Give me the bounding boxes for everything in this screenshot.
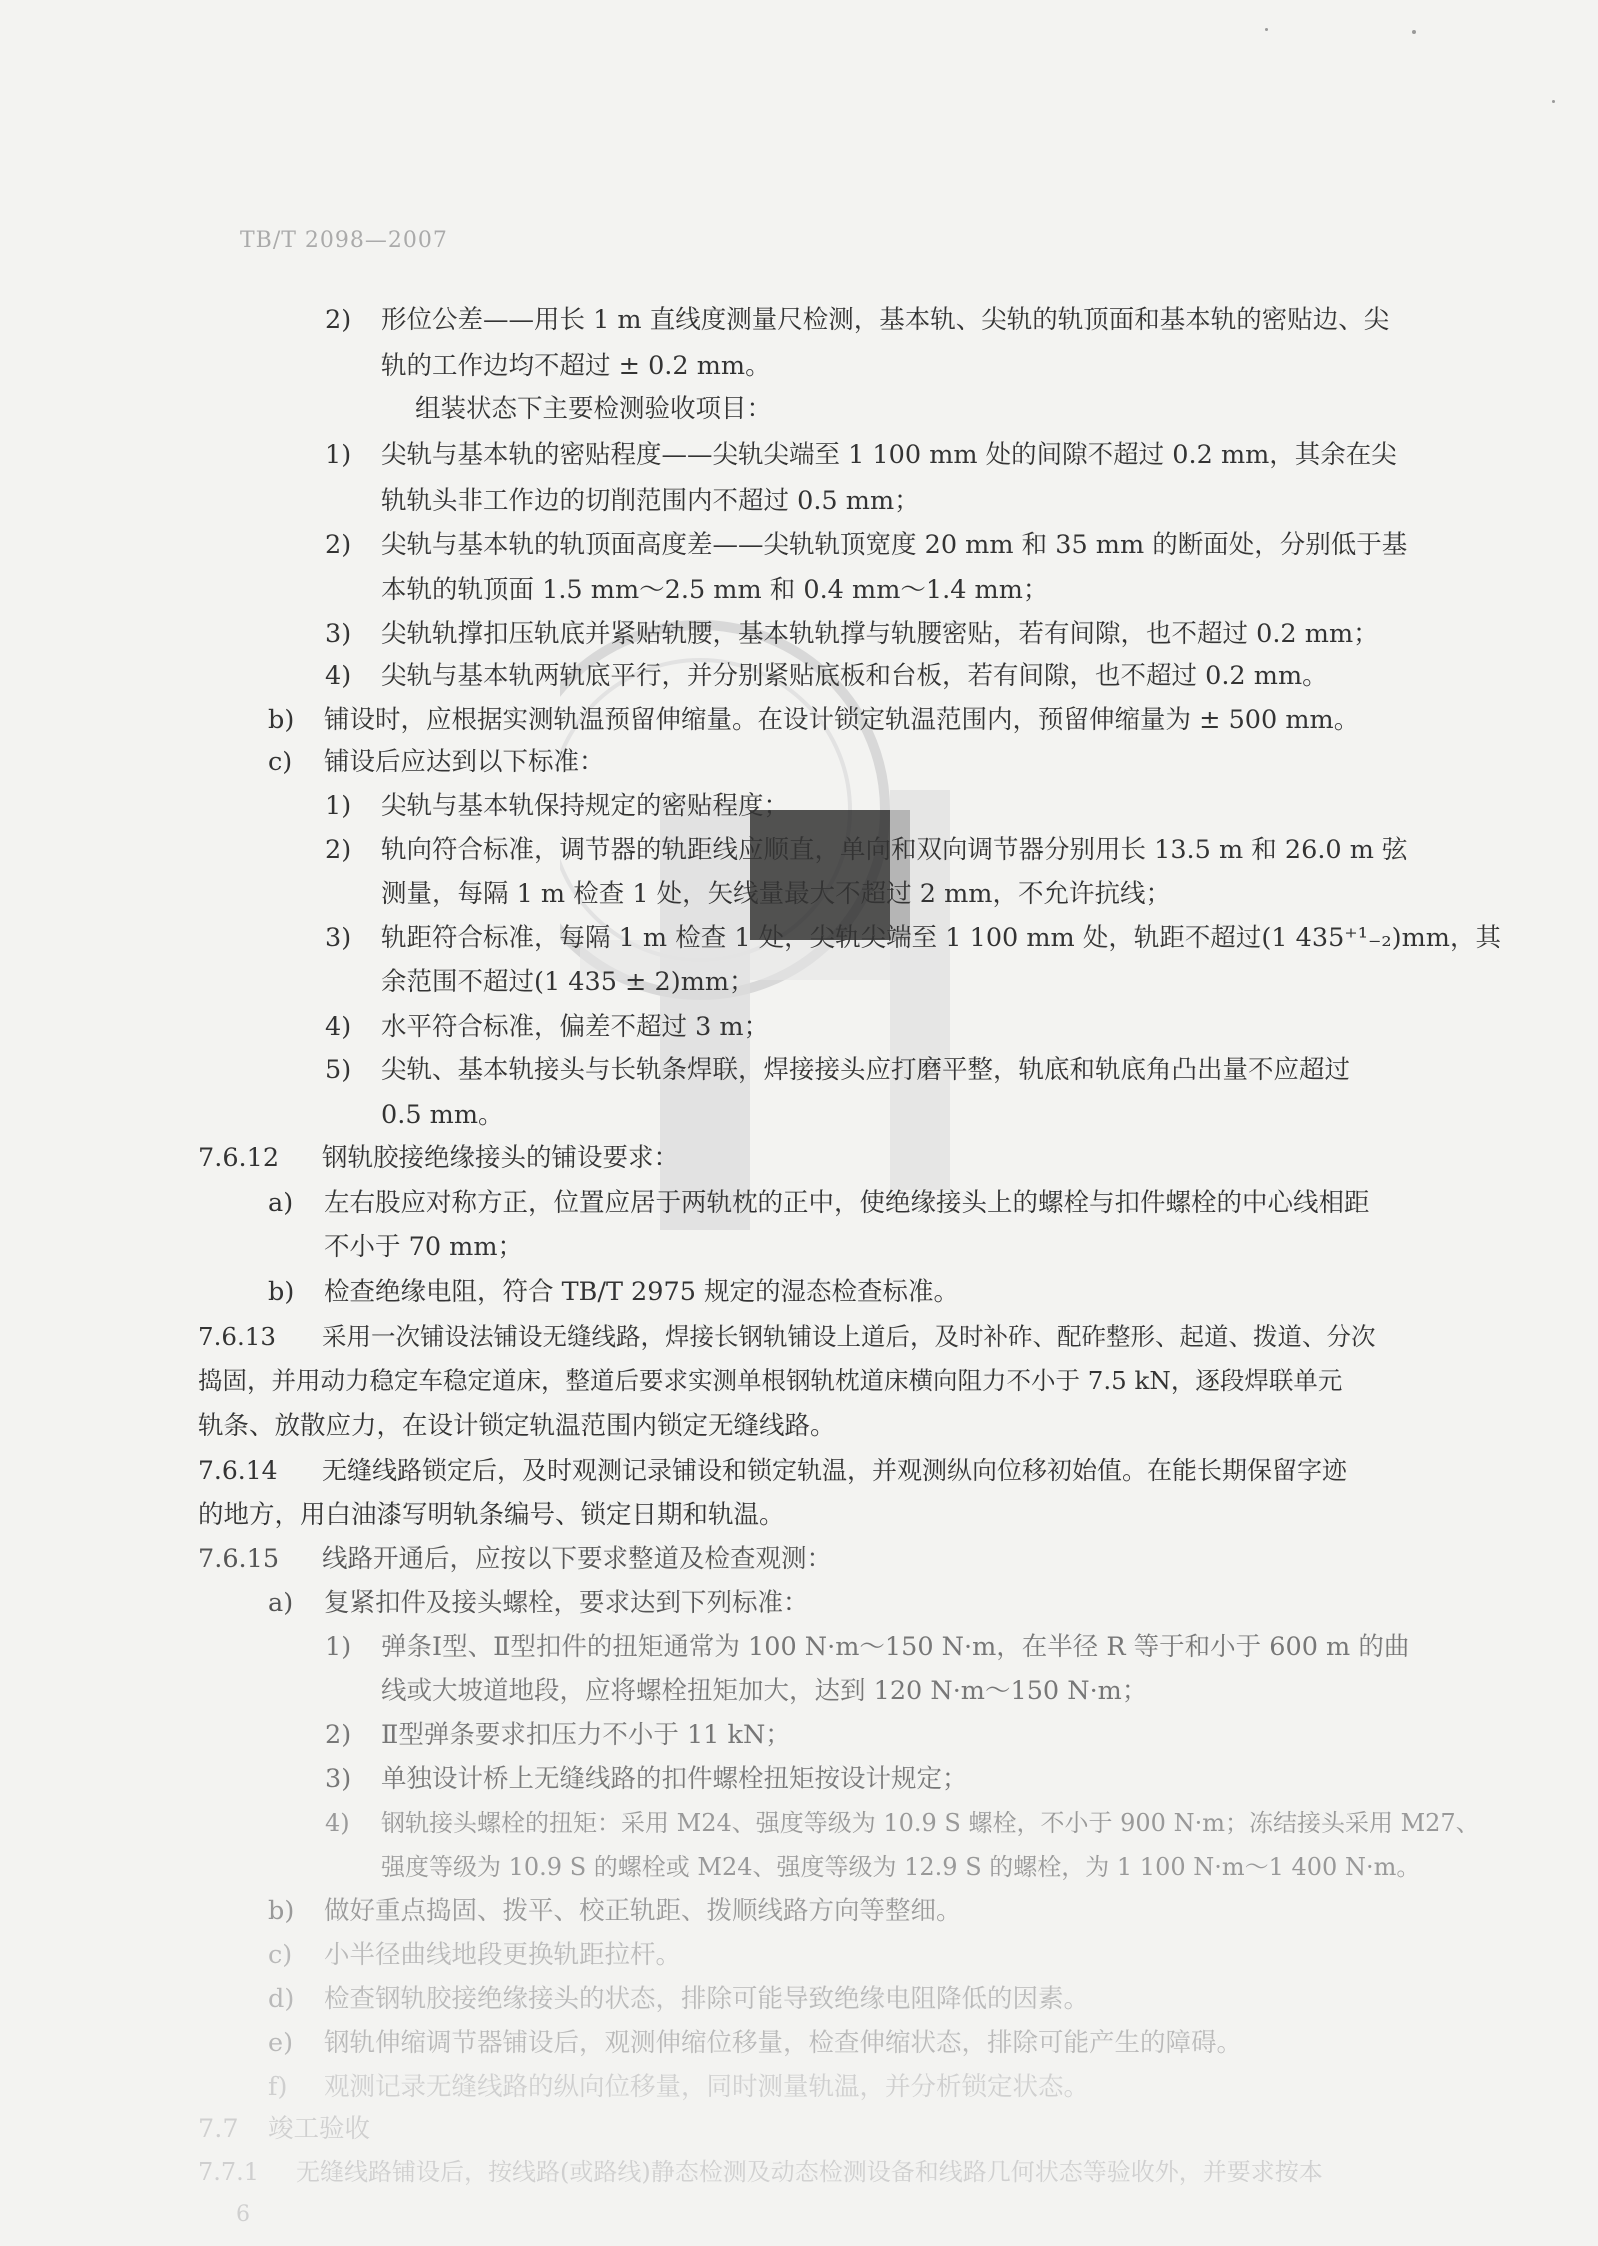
- text-line: 余范围不超过(1 435 ± 2)mm；: [381, 967, 755, 997]
- text-line: 7.6.13 采用一次铺设法铺设无缝线路，焊接长钢轨铺设上道后，及时补砟、配砟整形、起道、拨道、分次: [198, 1322, 1376, 1351]
- text-line: 捣固，并用动力稳定车稳定道床，整道后要求实测单根钢轨枕道床横向阻力不小于 7.5 kN，逐段焊联单元: [198, 1366, 1343, 1395]
- text-line: 7.6.14 无缝线路锁定后，及时观测记录铺设和锁定轨温，并观测纵向位移初始值。在能长期保留字迹: [198, 1456, 1348, 1485]
- text-line: a) 左右股应对称方正，位置应居于两轨枕的正中，使绝缘接头上的螺栓与扣件螺栓的中心线相距: [268, 1188, 1370, 1218]
- text-line: b) 铺设时，应根据实测轨温预留伸缩量。在设计锁定轨温范围内，预留伸缩量为 ± 500 mm。: [268, 705, 1360, 735]
- text-line: 的地方，用白油漆写明轨条编号、锁定日期和轨温。: [198, 1500, 785, 1530]
- text-line: 3) 尖轨轨撑扣压轨底并紧贴轨腰，基本轨轨撑与轨腰密贴，若有间隙，也不超过 0.2 mm；: [325, 619, 1379, 649]
- text-line: 2) 尖轨与基本轨的轨顶面高度差——尖轨轨顶宽度 20 mm 和 35 mm 的断面处，分别低于基: [325, 530, 1408, 560]
- text-line: 轨的工作边均不超过 ± 0.2 mm。: [381, 351, 771, 381]
- standard-header: TB/T 2098—2007: [240, 228, 448, 253]
- text-line: f) 观测记录无缝线路的纵向位移量，同时测量轨温，并分析锁定状态。: [268, 2072, 1090, 2102]
- text-line: 1) 尖轨与基本轨的密贴程度——尖轨尖端至 1 100 mm 处的间隙不超过 0.2 mm，其余在尖: [325, 440, 1397, 470]
- text-line: 5) 尖轨、基本轨接头与长轨条焊联，焊接接头应打磨平整，轨底和轨底角凸出量不应超过: [325, 1055, 1351, 1085]
- text-line: 不小于 70 mm；: [324, 1232, 524, 1262]
- text-line: 强度等级为 10.9 S 的螺栓或 M24、强度等级为 12.9 S 的螺栓，为 1 100 N·m～1 400 N·m。: [381, 1853, 1421, 1881]
- text-line: b) 做好重点捣固、拨平、校正轨距、拨顺线路方向等整细。: [268, 1896, 962, 1926]
- text-line: a) 复紧扣件及接头螺栓，要求达到下列标准：: [268, 1588, 809, 1618]
- scan-speck: [1412, 30, 1416, 34]
- page-number: 6: [236, 2202, 250, 2227]
- text-line: 轨条、放散应力，在设计锁定轨温范围内锁定无缝线路。: [198, 1411, 836, 1441]
- text-line: 1) 弹条Ⅰ型、Ⅱ型扣件的扭矩通常为 100 N·m～150 N·m，在半径 R 等于和小于 600 m 的曲: [325, 1632, 1410, 1662]
- text-line: 2) Ⅱ型弹条要求扣压力不小于 11 kN；: [325, 1720, 791, 1750]
- text-line: 3) 轨距符合标准，每隔 1 m 检查 1 处，尖轨尖端至 1 100 mm 处，轨距不超过(1 435⁺¹₋₂)mm，其: [325, 923, 1501, 953]
- text-line: 测量，每隔 1 m 检查 1 处，矢线量最大不超过 2 mm，不允许抗线；: [381, 879, 1171, 909]
- text-line: 4) 钢轨接头螺栓的扭矩：采用 M24、强度等级为 10.9 S 螺栓，不小于 900 N·m；冻结接头采用 M27、: [325, 1809, 1480, 1837]
- text-line: 组装状态下主要检测验收项目：: [415, 394, 773, 424]
- text-line: d) 检查钢轨胶接绝缘接头的状态，排除可能导致绝缘电阻降低的因素。: [268, 1984, 1090, 2014]
- text-line: 0.5 mm。: [381, 1100, 504, 1130]
- text-line: 2) 轨向符合标准，调节器的轨距线应顺直，单向和双向调节器分别用长 13.5 m 和 26.0 m 弦: [325, 835, 1408, 865]
- text-line: c) 铺设后应达到以下标准：: [268, 747, 605, 777]
- text-line: 3) 单独设计桥上无缝线路的扣件螺栓扭矩按设计规定；: [325, 1764, 968, 1794]
- text-line: 线或大坡道地段，应将螺栓扭矩加大，达到 120 N·m～150 N·m；: [381, 1676, 1148, 1706]
- text-line: 2) 形位公差——用长 1 m 直线度测量尺检测，基本轨、尖轨的轨顶面和基本轨的密贴边、尖: [325, 305, 1390, 335]
- text-line: 7.6.15 线路开通后，应按以下要求整道及检查观测：: [198, 1544, 833, 1574]
- text-line: 7.6.12 钢轨胶接绝缘接头的铺设要求：: [198, 1143, 680, 1173]
- text-line: 本轨的轨顶面 1.5 mm～2.5 mm 和 0.4 mm～1.4 mm；: [381, 575, 1049, 605]
- text-line: 4) 尖轨与基本轨两轨底平行，并分别紧贴底板和台板，若有间隙，也不超过 0.2 mm。: [325, 661, 1328, 691]
- section-heading: 7.7 竣工验收: [198, 2114, 371, 2144]
- text-line: b) 检查绝缘电阻，符合 TB/T 2975 规定的湿态检查标准。: [268, 1277, 960, 1307]
- text-line: 轨轨头非工作边的切削范围内不超过 0.5 mm；: [381, 486, 920, 516]
- text-line: 4) 水平符合标准，偏差不超过 3 m；: [325, 1012, 770, 1042]
- text-line: 1) 尖轨与基本轨保持规定的密贴程度；: [325, 791, 790, 821]
- text-line: c) 小半径曲线地段更换轨距拉杆。: [268, 1940, 682, 1970]
- text-line: 7.7.1 无缝线路铺设后，按线路(或路线)静态检测及动态检测设备和线路几何状态等验收外，并要求按本: [198, 2158, 1323, 2186]
- scan-speck: [1265, 28, 1268, 31]
- text-line: e) 钢轨伸缩调节器铺设后，观测伸缩位移量，检查伸缩状态，排除可能产生的障碍。: [268, 2028, 1243, 2058]
- scan-speck: [1552, 100, 1555, 103]
